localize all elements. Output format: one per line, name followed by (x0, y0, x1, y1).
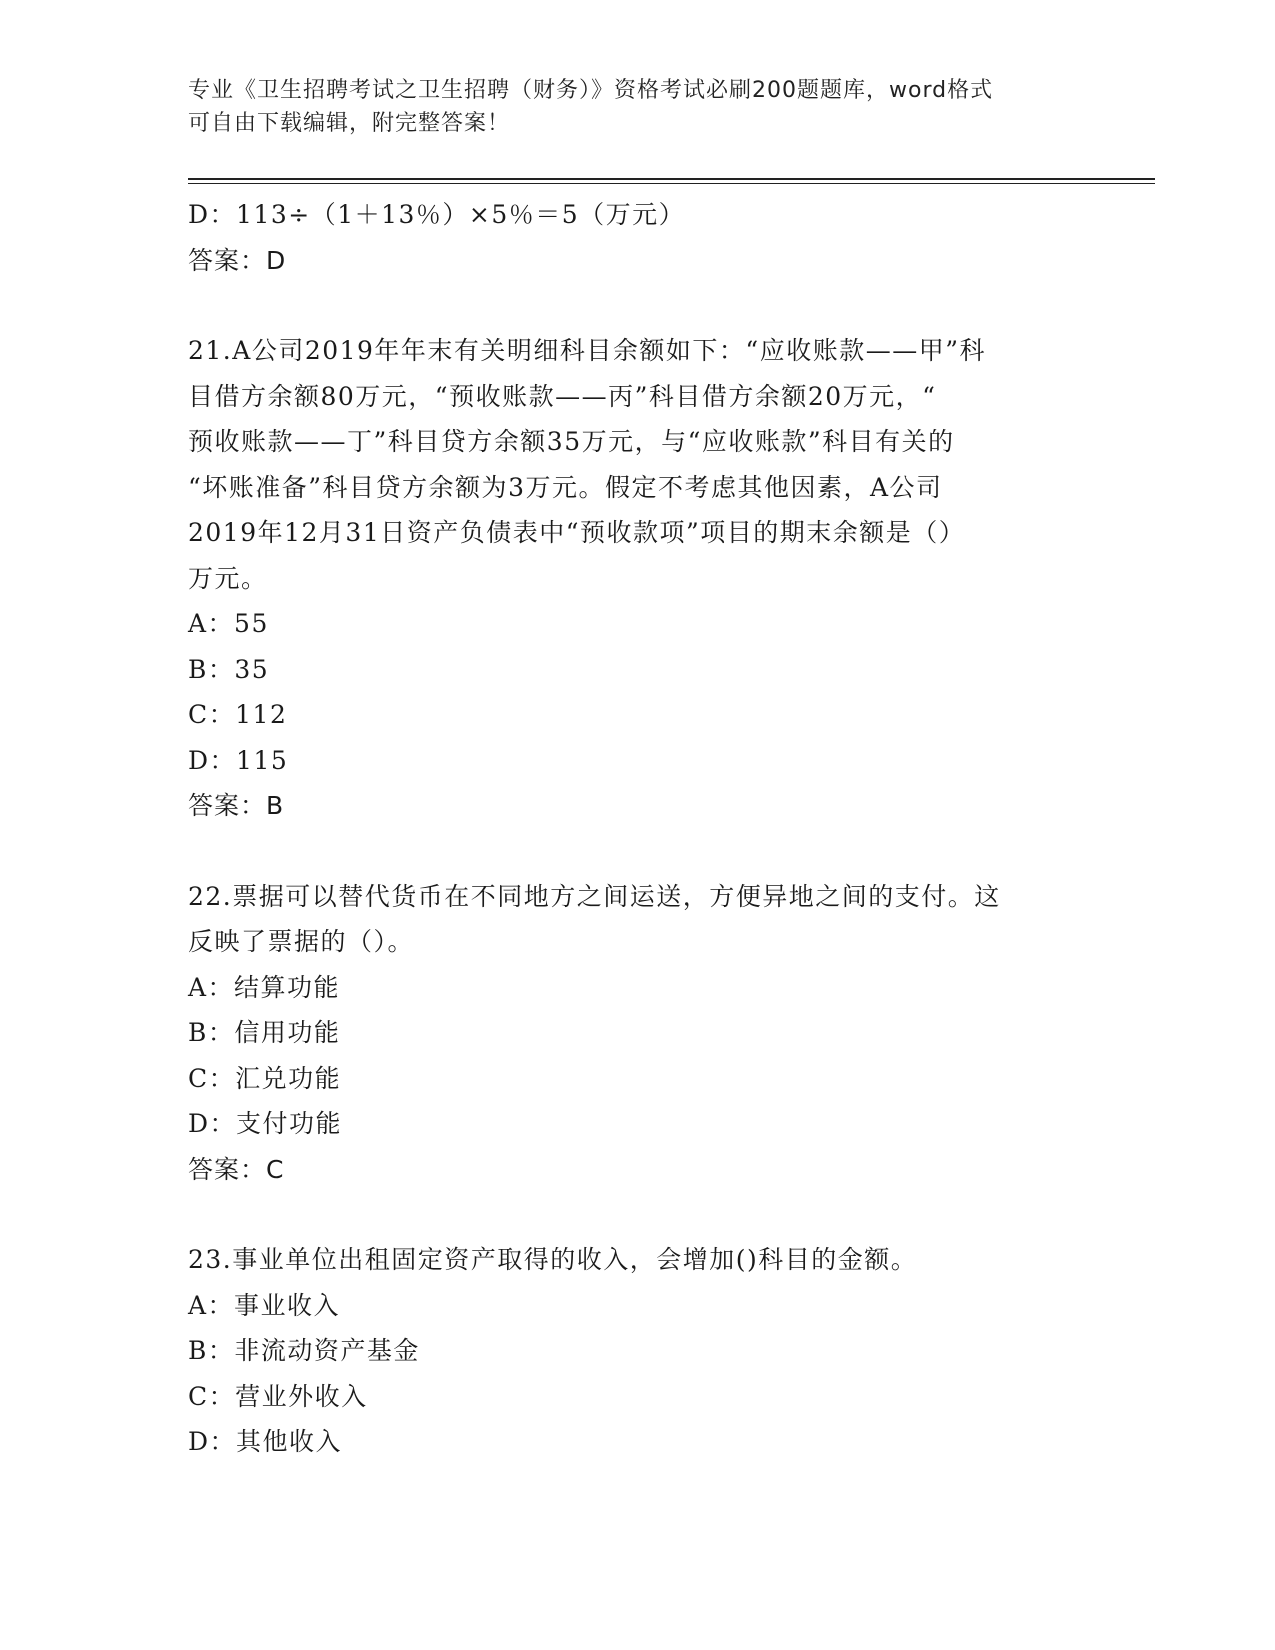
question-stem-line: 23.事业单位出租固定资产取得的收入，会增加()科目的金额。 (188, 1245, 918, 1274)
option-d: D：支付功能 (188, 1109, 343, 1138)
question-23 (188, 1237, 1108, 1465)
question-stem-line: 预收账款——丁”科目贷方余额35万元，与“应收账款”科目有关的 (188, 427, 955, 456)
option-d: D：115 (188, 745, 289, 775)
option-c: C：汇兑功能 (188, 1063, 342, 1093)
header-divider-thick (188, 178, 1155, 180)
question-content (188, 192, 1108, 1465)
option-c: C：112 (188, 700, 288, 729)
option-c: C：营业外收入 (188, 1381, 368, 1411)
answer-line: 答案：D (188, 245, 287, 275)
question-22 (188, 874, 1108, 1193)
question-stem-line: 万元。 (188, 563, 268, 593)
question-stem-line: 21.A公司2019年年末有关明细科目余额如下：“应收账款——甲”科 (188, 336, 986, 365)
question-stem-line: 反映了票据的（）。 (188, 927, 415, 956)
answer-line: 答案：C (188, 1154, 285, 1184)
header-line-1: 专业《卫生招聘考试之卫生招聘（财务）》资格考试必刷200题题库，word格式 (188, 78, 994, 103)
header-divider-thin (188, 183, 1155, 184)
option-d: D：113÷（1＋13％）×5％＝5（万元） (188, 200, 686, 229)
option-a: A：事业收入 (188, 1290, 341, 1320)
option-b: B：35 (188, 654, 270, 684)
option-d: D：其他收入 (188, 1427, 343, 1456)
question-stem-line: 22.票据可以替代货币在不同地方之间运送，方便异地之间的支付。这 (188, 881, 1001, 911)
question-stem-line: “坏账准备”科目贷方余额为3万元。假定不考虑其他因素，A公司 (188, 472, 943, 502)
carry-over-question (188, 192, 1108, 283)
option-a: A：55 (188, 609, 269, 638)
question-21 (188, 328, 1108, 829)
answer-line: 答案：B (188, 791, 285, 820)
option-a: A：结算功能 (188, 972, 341, 1002)
header-line-2: 可自由下载编辑，附完整答案！ (188, 111, 511, 136)
question-stem-line: 目借方余额80万元，“预收账款——丙”科目借方余额20万元，“ (188, 381, 937, 411)
option-b: B：非流动资产基金 (188, 1336, 420, 1365)
option-b: B：信用功能 (188, 1018, 341, 1047)
page-header (188, 74, 1088, 140)
question-stem-line: 2019年12月31日资产负债表中“预收款项”项目的期末余额是（） (188, 518, 966, 547)
